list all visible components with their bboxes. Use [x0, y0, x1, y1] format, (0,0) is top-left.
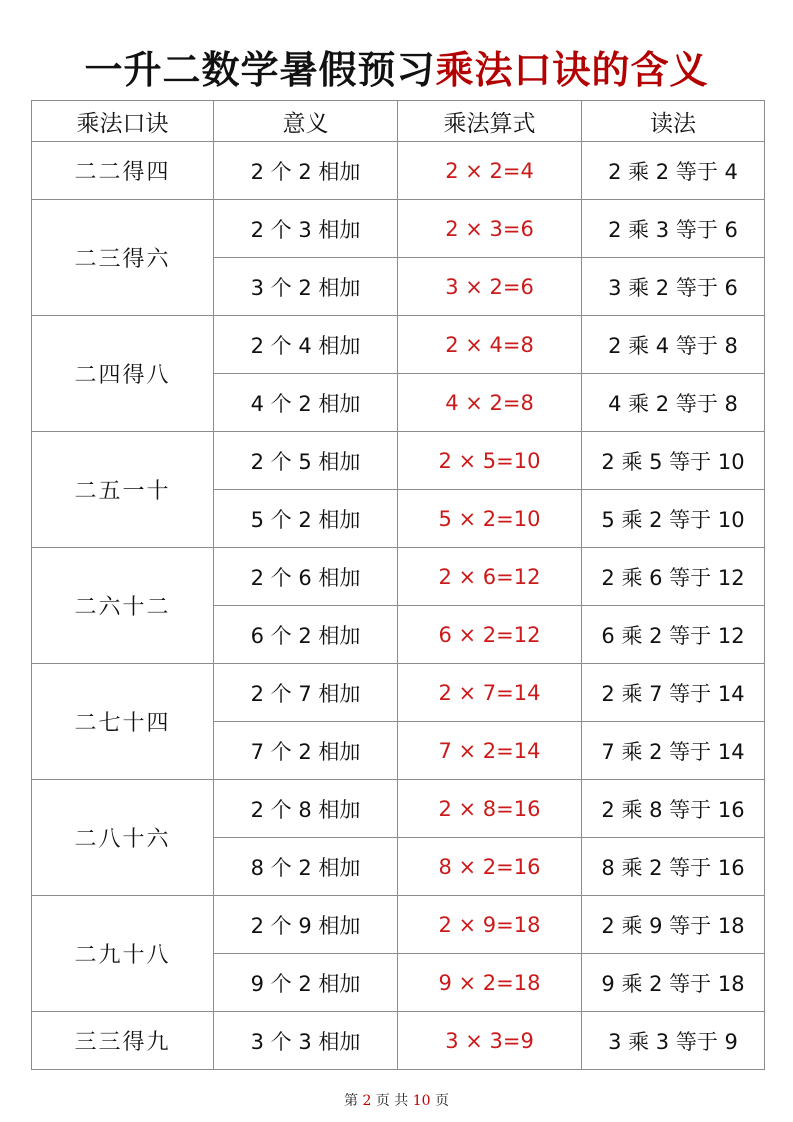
- reading-cell: 2 乘 5 等于 10: [582, 432, 765, 490]
- title-part-red: 乘法口诀的含义: [435, 47, 709, 92]
- title-part-black: 一升二数学暑假预习: [84, 47, 436, 92]
- meaning-cell: 8 个 2 相加: [214, 838, 398, 896]
- mnemonic-cell: 二六十二: [32, 548, 214, 664]
- table-row: [32, 664, 765, 722]
- table-row: [32, 432, 765, 490]
- mnemonic-cell: 二九十八: [32, 896, 214, 1012]
- meaning-cell: 2 个 4 相加: [214, 316, 398, 374]
- formula-cell: 2 × 6=12: [398, 548, 582, 606]
- formula-cell: 2 × 2=4: [398, 142, 582, 200]
- page-footer: [0, 1090, 793, 1110]
- reading-cell: 4 乘 2 等于 8: [582, 374, 765, 432]
- table-row: [32, 142, 765, 200]
- formula-cell: 2 × 5=10: [398, 432, 582, 490]
- reading-cell: 6 乘 2 等于 12: [582, 606, 765, 664]
- meaning-cell: 4 个 2 相加: [214, 374, 398, 432]
- page-title: [0, 40, 793, 100]
- header-meaning: 意义: [214, 101, 398, 142]
- reading-cell: 9 乘 2 等于 18: [582, 954, 765, 1012]
- mnemonic-cell: 二二得四: [32, 142, 214, 200]
- formula-cell: 5 × 2=10: [398, 490, 582, 548]
- table-row: [32, 780, 765, 838]
- meaning-cell: 2 个 2 相加: [214, 142, 398, 200]
- reading-cell: 5 乘 2 等于 10: [582, 490, 765, 548]
- header-row: [32, 101, 765, 142]
- formula-cell: 2 × 4=8: [398, 316, 582, 374]
- header-formula: 乘法算式: [398, 101, 582, 142]
- table-body: [32, 142, 765, 1070]
- header-mnemonic: 乘法口诀: [32, 101, 214, 142]
- meaning-cell: 6 个 2 相加: [214, 606, 398, 664]
- mnemonic-cell: 二五一十: [32, 432, 214, 548]
- table-row: [32, 316, 765, 374]
- mnemonic-cell: 二七十四: [32, 664, 214, 780]
- mnemonic-cell: 二四得八: [32, 316, 214, 432]
- formula-cell: 6 × 2=12: [398, 606, 582, 664]
- meaning-cell: 3 个 2 相加: [214, 258, 398, 316]
- reading-cell: 2 乘 7 等于 14: [582, 664, 765, 722]
- footer-mid: 页 共: [375, 1093, 409, 1109]
- formula-cell: 2 × 8=16: [398, 780, 582, 838]
- formula-cell: 3 × 2=6: [398, 258, 582, 316]
- formula-cell: 2 × 9=18: [398, 896, 582, 954]
- table-row: [32, 548, 765, 606]
- meaning-cell: 3 个 3 相加: [214, 1012, 398, 1070]
- mnemonic-cell: 三三得九: [32, 1012, 214, 1070]
- mnemonic-cell: 二三得六: [32, 200, 214, 316]
- reading-cell: 3 乘 3 等于 9: [582, 1012, 765, 1070]
- reading-cell: 2 乘 4 等于 8: [582, 316, 765, 374]
- formula-cell: 3 × 3=9: [398, 1012, 582, 1070]
- meaning-cell: 9 个 2 相加: [214, 954, 398, 1012]
- reading-cell: 2 乘 9 等于 18: [582, 896, 765, 954]
- mnemonic-cell: 二八十六: [32, 780, 214, 896]
- meaning-cell: 2 个 8 相加: [214, 780, 398, 838]
- meaning-cell: 2 个 7 相加: [214, 664, 398, 722]
- footer-suffix: 页: [435, 1093, 449, 1109]
- formula-cell: 9 × 2=18: [398, 954, 582, 1012]
- formula-cell: 8 × 2=16: [398, 838, 582, 896]
- meaning-cell: 5 个 2 相加: [214, 490, 398, 548]
- meaning-cell: 7 个 2 相加: [214, 722, 398, 780]
- meaning-cell: 2 个 6 相加: [214, 548, 398, 606]
- footer-prefix: 第: [343, 1093, 358, 1109]
- formula-cell: 7 × 2=14: [398, 722, 582, 780]
- footer-total-pages: 10: [412, 1093, 431, 1109]
- reading-cell: 2 乘 6 等于 12: [582, 548, 765, 606]
- reading-cell: 2 乘 3 等于 6: [582, 200, 765, 258]
- multiplication-table: [31, 100, 765, 1070]
- formula-cell: 4 × 2=8: [398, 374, 582, 432]
- reading-cell: 3 乘 2 等于 6: [582, 258, 765, 316]
- footer-page-number: 2: [362, 1093, 372, 1109]
- reading-cell: 2 乘 8 等于 16: [582, 780, 765, 838]
- formula-cell: 2 × 7=14: [398, 664, 582, 722]
- table-row: [32, 1012, 765, 1070]
- meaning-cell: 2 个 5 相加: [214, 432, 398, 490]
- table-row: [32, 200, 765, 258]
- formula-cell: 2 × 3=6: [398, 200, 582, 258]
- reading-cell: 7 乘 2 等于 14: [582, 722, 765, 780]
- meaning-cell: 2 个 9 相加: [214, 896, 398, 954]
- reading-cell: 2 乘 2 等于 4: [582, 142, 765, 200]
- header-reading: 读法: [582, 101, 765, 142]
- table-row: [32, 896, 765, 954]
- reading-cell: 8 乘 2 等于 16: [582, 838, 765, 896]
- meaning-cell: 2 个 3 相加: [214, 200, 398, 258]
